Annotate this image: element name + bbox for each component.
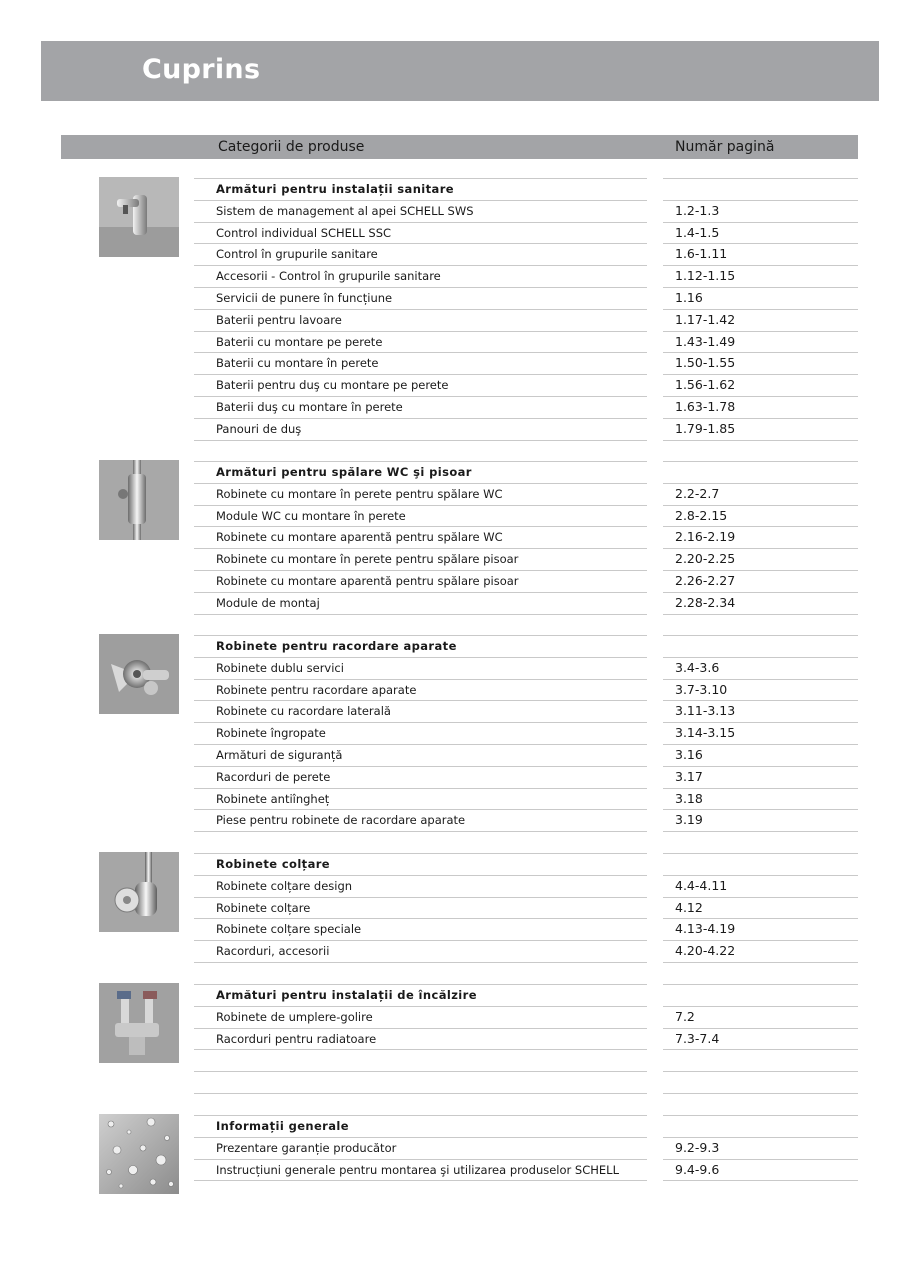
divider [194, 418, 647, 419]
divider [663, 1115, 858, 1116]
divider [194, 440, 647, 441]
divider [194, 352, 647, 353]
appliance-valve-image [99, 634, 179, 714]
divider [663, 178, 858, 179]
divider [663, 1180, 858, 1181]
divider [663, 831, 858, 832]
section-heading: Informații generale [216, 1119, 349, 1133]
section-heading: Armături pentru instalații de încălzire [216, 988, 477, 1002]
divider [194, 1093, 647, 1094]
toc-item-label: Robinete cu racordare laterală [216, 704, 391, 718]
divider [194, 222, 647, 223]
toc-item-page: 3.16 [675, 747, 703, 762]
toc-item-page: 1.16 [675, 290, 703, 305]
title-banner [41, 41, 879, 101]
toc-item-label: Module de montaj [216, 596, 320, 610]
toc-item-label: Piese pentru robinete de racordare aparate [216, 813, 466, 827]
toc-item-label: Robinete cu montare în perete pentru spălare WC [216, 487, 503, 501]
divider [663, 1093, 858, 1094]
column-header-bar [61, 135, 858, 159]
divider [194, 809, 647, 810]
divider [194, 331, 647, 332]
divider [663, 440, 858, 441]
divider [194, 1180, 647, 1181]
toc-item-label: Baterii cu montare pe perete [216, 335, 383, 349]
divider [194, 766, 647, 767]
divider [194, 243, 647, 244]
toc-item-label: Racorduri de perete [216, 770, 331, 784]
divider [663, 483, 858, 484]
toc-item-page: 1.6-1.11 [675, 246, 728, 261]
toc-item-page: 2.26-2.27 [675, 573, 736, 588]
toc-item-page: 1.50-1.55 [675, 355, 736, 370]
divider [663, 548, 858, 549]
divider [663, 1159, 858, 1160]
toc-item-label: Control individual SCHELL SSC [216, 226, 392, 240]
toc-item-label: Prezentare garanție producător [216, 1141, 397, 1155]
divider [194, 200, 647, 201]
divider [663, 374, 858, 375]
divider [194, 700, 647, 701]
toc-item-label: Robinete îngropate [216, 726, 326, 740]
toc-item-page: 3.19 [675, 812, 703, 827]
divider [194, 679, 647, 680]
toc-item-page: 9.4-9.6 [675, 1162, 720, 1177]
toc-item-label: Robinete pentru racordare aparate [216, 683, 417, 697]
divider [194, 962, 647, 963]
divider [663, 570, 858, 571]
toc-item-page: 4.12 [675, 900, 703, 915]
toc-item-page: 4.4-4.11 [675, 878, 728, 893]
divider [663, 1137, 858, 1138]
divider [194, 897, 647, 898]
divider [194, 483, 647, 484]
water-drops-image [99, 1114, 179, 1194]
divider [663, 396, 858, 397]
toc-item-label: Servicii de punere în funcțiune [216, 291, 393, 305]
toc-item-label: Robinete dublu servici [216, 661, 344, 675]
toc-item-page: 3.4-3.6 [675, 660, 720, 675]
section-heading: Armături pentru spălare WC şi pisoar [216, 465, 472, 479]
divider [194, 831, 647, 832]
divider [663, 744, 858, 745]
divider [663, 265, 858, 266]
toc-item-page: 4.13-4.19 [675, 921, 736, 936]
toc-item-label: Baterii pentru duş cu montare pe perete [216, 378, 449, 392]
toc-item-page: 3.14-3.15 [675, 725, 736, 740]
divider [663, 679, 858, 680]
divider [663, 200, 858, 201]
divider [194, 940, 647, 941]
toc-item-label: Control în grupurile sanitare [216, 247, 378, 261]
toc-item-page: 1.12-1.15 [675, 268, 736, 283]
toc-item-label: Racorduri pentru radiatoare [216, 1032, 377, 1046]
divider [194, 461, 647, 462]
toc-item-page: 1.2-1.3 [675, 203, 720, 218]
divider [194, 875, 647, 876]
divider [663, 897, 858, 898]
toc-item-label: Armături de siguranță [216, 748, 343, 762]
divider [663, 222, 858, 223]
divider [663, 614, 858, 615]
toc-item-page: 3.11-3.13 [675, 703, 736, 718]
divider [663, 1006, 858, 1007]
toc-item-page: 3.18 [675, 791, 703, 806]
divider [663, 940, 858, 941]
divider [194, 505, 647, 506]
divider [194, 1115, 647, 1116]
divider [194, 526, 647, 527]
divider [663, 700, 858, 701]
divider [194, 1006, 647, 1007]
divider [663, 766, 858, 767]
toc-item-page: 3.17 [675, 769, 703, 784]
column-header-page: Număr pagină [675, 139, 775, 155]
toc-item-label: Robinete colțare speciale [216, 922, 362, 936]
divider [663, 461, 858, 462]
divider [194, 592, 647, 593]
toc-item-label: Robinete cu montare aparentă pentru spălare pisoar [216, 574, 519, 588]
toc-item-label: Robinete colțare design [216, 879, 353, 893]
section-heading: Robinete colțare [216, 857, 331, 871]
divider [663, 505, 858, 506]
divider [194, 1159, 647, 1160]
toc-item-label: Baterii pentru lavoare [216, 313, 342, 327]
toc-item-label: Robinete de umplere-golire [216, 1010, 373, 1024]
toc-item-label: Panouri de duş [216, 422, 302, 436]
divider [663, 1049, 858, 1050]
divider [194, 635, 647, 636]
faucet-image [99, 177, 179, 257]
toc-item-label: Baterii cu montare în perete [216, 356, 379, 370]
toc-item-page: 2.16-2.19 [675, 529, 736, 544]
divider [663, 243, 858, 244]
toc-item-label: Instrucțiuni generale pentru montarea şi utilizarea produselor SCHELL [216, 1163, 619, 1177]
divider [663, 722, 858, 723]
divider [194, 374, 647, 375]
divider [663, 918, 858, 919]
toc-item-page: 1.43-1.49 [675, 334, 736, 349]
toc-item-page: 1.4-1.5 [675, 225, 720, 240]
toc-item-label: Racorduri, accesorii [216, 944, 330, 958]
toc-item-page: 4.20-4.22 [675, 943, 736, 958]
divider [663, 418, 858, 419]
divider [663, 809, 858, 810]
water-drops-image-graphic [99, 1114, 179, 1194]
divider [663, 875, 858, 876]
divider [663, 309, 858, 310]
divider [194, 396, 647, 397]
toc-item-label: Robinete cu montare în perete pentru spălare pisoar [216, 552, 519, 566]
flush-valve-image [99, 460, 179, 540]
toc-item-label: Robinete antiîngheț [216, 792, 330, 806]
toc-item-label: Robinete cu montare aparentă pentru spălare WC [216, 530, 503, 544]
toc-item-page: 1.56-1.62 [675, 377, 736, 392]
divider [194, 548, 647, 549]
divider [663, 962, 858, 963]
divider [663, 526, 858, 527]
toc-item-label: Accesorii - Control în grupurile sanitare [216, 269, 441, 283]
radiator-valve-image-graphic [99, 983, 179, 1063]
divider [194, 984, 647, 985]
divider [194, 1071, 647, 1072]
angle-valve-image-graphic [99, 852, 179, 932]
divider [663, 352, 858, 353]
divider [663, 1028, 858, 1029]
toc-item-page: 2.8-2.15 [675, 508, 728, 523]
divider [663, 635, 858, 636]
toc-item-page: 7.3-7.4 [675, 1031, 720, 1046]
divider [663, 657, 858, 658]
divider [194, 309, 647, 310]
faucet-image-graphic [99, 177, 179, 257]
toc-item-label: Baterii duş cu montare în perete [216, 400, 403, 414]
divider [194, 657, 647, 658]
page-title: Cuprins [142, 54, 261, 85]
divider [663, 788, 858, 789]
divider [194, 614, 647, 615]
divider [194, 1028, 647, 1029]
toc-item-label: Robinete colțare [216, 901, 311, 915]
divider [663, 592, 858, 593]
divider [663, 853, 858, 854]
appliance-valve-image-graphic [99, 634, 179, 714]
toc-item-page: 9.2-9.3 [675, 1140, 720, 1155]
divider [194, 722, 647, 723]
divider [194, 570, 647, 571]
divider [663, 331, 858, 332]
section-heading: Armături pentru instalații sanitare [216, 182, 454, 196]
toc-item-page: 1.63-1.78 [675, 399, 736, 414]
toc-item-page: 1.17-1.42 [675, 312, 736, 327]
column-header-category: Categorii de produse [218, 139, 365, 155]
divider [194, 744, 647, 745]
divider [194, 1049, 647, 1050]
divider [194, 265, 647, 266]
toc-item-page: 2.2-2.7 [675, 486, 720, 501]
divider [663, 287, 858, 288]
divider [194, 853, 647, 854]
toc-item-page: 2.28-2.34 [675, 595, 736, 610]
toc-item-page: 2.20-2.25 [675, 551, 736, 566]
flush-valve-image-graphic [99, 460, 179, 540]
toc-item-page: 7.2 [675, 1009, 695, 1024]
divider [194, 1137, 647, 1138]
toc-item-page: 3.7-3.10 [675, 682, 728, 697]
radiator-valve-image [99, 983, 179, 1063]
angle-valve-image [99, 852, 179, 932]
divider [194, 287, 647, 288]
toc-item-label: Sistem de management al apei SCHELL SWS [216, 204, 474, 218]
section-heading: Robinete pentru racordare aparate [216, 639, 457, 653]
divider [194, 178, 647, 179]
toc-item-page: 1.79-1.85 [675, 421, 736, 436]
toc-item-label: Module WC cu montare în perete [216, 509, 406, 523]
divider [663, 984, 858, 985]
divider [663, 1071, 858, 1072]
divider [194, 788, 647, 789]
divider [194, 918, 647, 919]
